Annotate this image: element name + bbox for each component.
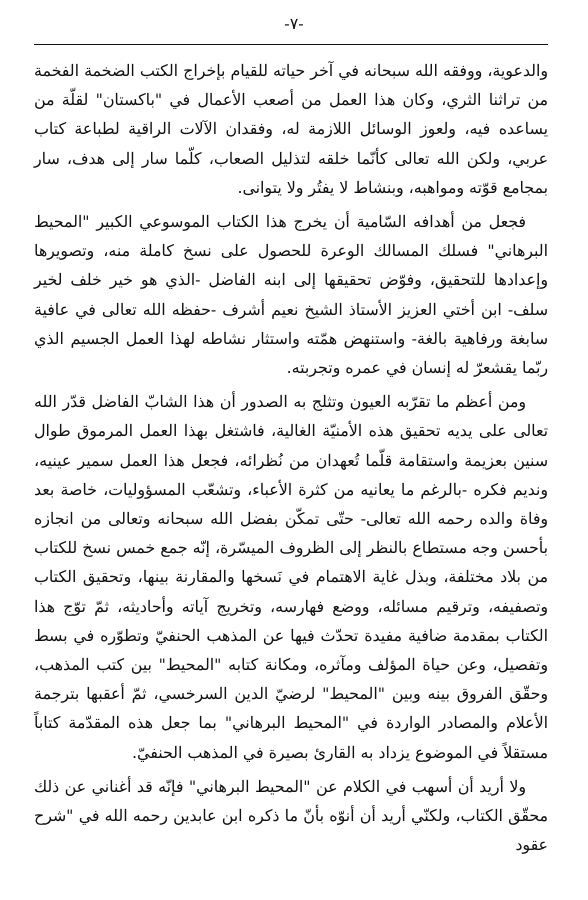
page-number: -٧- [284,14,304,33]
body-text [34,56,548,859]
header-rule [34,44,548,45]
paragraph-2: فجعل من أهدافه السّامية أن يخرج هذا الكتاب الموسوعي الكبير "المحيط البرهاني" فسلك المسالك الوعرة للحصول على نسخ كاملة منه، وتصويرها وإعدادها للتحقيق، وفوّض تحقيقها إلى ابنه الفاضل -الذي هو خير خلف لخير سلف- ابن أختي العزيز الأستاذ الشيخ نعيم أشرف -حفظه الله تعالى في عافية سابغة ورفاهية بالغة- واستنهض همّته واستثار نشاطه لهذا العمل الجسيم الذي ربّما يقشعرّ له إنسان في عمره وتجربته. [34,212,548,378]
paragraph-1: والدعوية، ووفقه الله سبحانه في آخر حياته للقيام بإخراج الكتب الضخمة الفخمة من تراثنا الثري، وكان هذا العمل من أصعب الأعمال في "باكستان" لقلّة من يساعده فيه، ولعوز الوسائل اللازمة له، وفقدان الآلات الراقية لطباعة كتاب عربي، ولكن الله تعالى كأنّما خلقه لتذليل الصعاب، كلّما سار إلى هدف، سار بمجامع قوّته ومواهبه، وبنشاط لا يفتُر ولا يتوانى. [34,61,548,197]
paragraph-4: ولا أريد أن أسهب في الكلام عن "المحيط البرهاني" فإنّه قد أغناني عن ذلك محقّق الكتاب، ولكنّي أريد أن أنوّه بأنّ ما ذكره ابن عابدين رحمه الله في "شرح عقود [34,776,548,855]
paragraph-3: ومن أعظم ما تقرّبه العيون وتثلج به الصدور أن هذا الشابّ الفاضل قدّر الله تعالى على يديه تحقيق هذه الأمنيّة الغالية، فاشتغل بهذا العمل المرموق طوال سنين بعزيمة واستقامة قلّما تُعهدان من نُظرائه، فجعل هذا العمل سمير عينيه، ونديم فكره -بالرغم ما يعانيه من كثرة الأعباء، وتشعّب المسؤوليات، خاصة بعد وفاة والده رحمه الله تعالى- حتّى تمكّن بفضل الله سبحانه وتعالى من انجازه بأحسن وجه مستطاع بالنظر إلى الظروف الميسّرة، إنّه جمع خمس نسخ للكتاب من بلاد مختلفة، وبذل غاية الاهتمام في نَسخها والمقارنة بينها، وتحقيق الكتاب وتصفيفه، وترقيم مسائله، ووضع فهارسه، وتخريج آياته وأحاديثه، ثمّ توّج هذا الكتاب بمقدمة ضافية مفيدة تحدّث فيها عن المذهب الحنفيّ وتطوّره في بسط وتفصيل، وعن حياة المؤلف ومآثره، ومكانة كتابه "المحيط" بين كتب المذهب، وحقّق الفروق بينه وبين "المحيط" لرضيّ الدين السرخسي، ثمّ أعقبها بترجمة الأعلام والمصادر الواردة في "المحيط البرهاني" بما جعل هذه المقدّمة كتاباً مستقلاً في الموضوع يزداد به القارئ بصيرة في المذهب الحنفيّ. [34,392,548,762]
